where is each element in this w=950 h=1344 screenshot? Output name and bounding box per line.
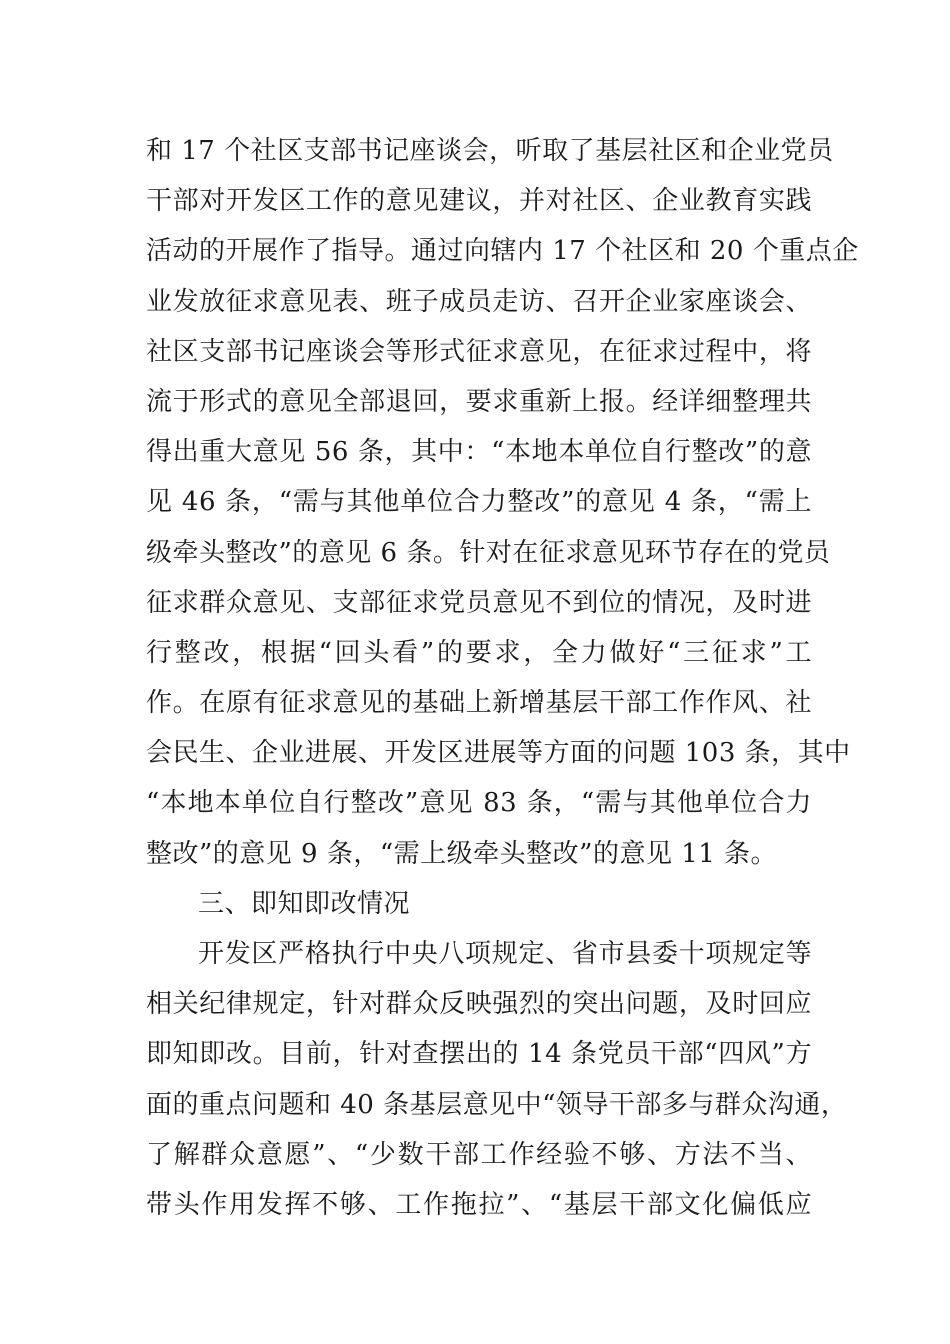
paragraph-1-line: 干部对开发区工作的意见建议，并对社区、企业教育实践 — [146, 186, 812, 217]
paragraph-1-line: “本地本单位自行整改”意见 83 条，“需与其他单位合力 — [146, 788, 812, 819]
paragraph-1-line: 得出重大意见 56 条，其中：“本地本单位自行整改”的意 — [146, 437, 812, 468]
paragraph-1-line: 级牵头整改”的意见 6 条。针对在征求意见环节存在的党员 — [146, 537, 831, 568]
paragraph-1-line: 业发放征求意见表、班子成员走访、召开企业家座谈会、 — [146, 286, 812, 317]
paragraph-1-line: 整改”的意见 9 条，“需上级牵头整改”的意见 11 条。 — [146, 838, 778, 869]
document-body — [146, 126, 859, 1230]
paragraph-2-line: 面的重点问题和 40 条基层意见中“领导干部多与群众沟通， — [146, 1089, 848, 1120]
paragraph-1-line: 征求群众意见、支部征求党员意见不到位的情况，及时进 — [146, 587, 812, 618]
paragraph-2-line: 即知即改。目前，针对查摆出的 14 条党员干部“四风”方 — [146, 1039, 812, 1070]
paragraph-1-line: 流于形式的意见全部退回，要求重新上报。经详细整理共 — [146, 386, 812, 417]
paragraph-1-line: 社区支部书记座谈会等形式征求意见，在征求过程中，将 — [146, 336, 812, 367]
paragraph-1-line: 见 46 条，“需与其他单位合力整改”的意见 4 条，“需上 — [146, 487, 812, 518]
paragraph-1-line: 和 17 个社区支部书记座谈会，听取了基层社区和企业党员 — [146, 136, 834, 166]
paragraph-1-line: 活动的开展作了指导。通过向辖内 17 个社区和 20 个重点企 — [146, 236, 859, 267]
paragraph-1-line: 行整改，根据“回头看”的要求，全力做好“三征求”工 — [146, 637, 812, 668]
paragraph-2-line: 相关纪律规定，针对群众反映强烈的突出问题，及时回应 — [146, 989, 812, 1020]
paragraph-1-line: 会民生、企业进展、开发区进展等方面的问题 103 条，其中 — [146, 738, 851, 769]
paragraph-1-line: 作。在原有征求意见的基础上新增基层干部工作作风、社 — [146, 688, 812, 719]
paragraph-2-line: 带头作用发挥不够、工作拖拉”、“基层干部文化偏低应 — [146, 1189, 812, 1220]
paragraph-2-line: 了解群众意愿”、“少数干部工作经验不够、方法不当、 — [146, 1139, 812, 1170]
section-heading: 三、即知即改情况 — [198, 888, 411, 919]
paragraph-2-line: 开发区严格执行中央八项规定、省市县委十项规定等 — [198, 939, 812, 969]
